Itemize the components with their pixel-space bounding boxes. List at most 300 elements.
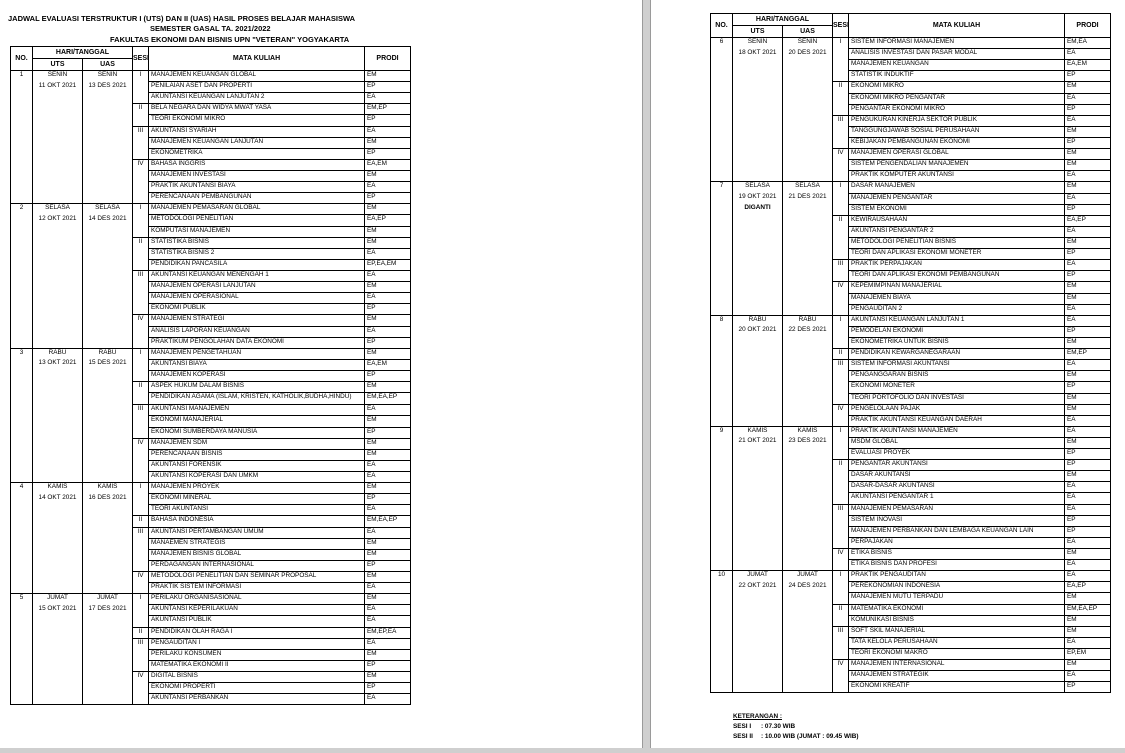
group-number <box>711 415 733 426</box>
group-number <box>711 215 733 226</box>
table-row <box>711 504 1111 515</box>
prodi-code: EA <box>1065 504 1111 515</box>
prodi-code: EP <box>1065 326 1111 337</box>
session-number: III <box>133 638 149 649</box>
table-row <box>11 293 411 304</box>
uts-date <box>733 537 783 548</box>
group-number <box>711 360 733 371</box>
col-mk-header: MATA KULIAH <box>849 14 1065 38</box>
group-number <box>711 660 733 671</box>
uas-date <box>83 416 133 427</box>
uas-date <box>783 137 833 148</box>
session-number <box>833 526 849 537</box>
group-number: 7 <box>711 182 733 193</box>
group-number <box>711 504 733 515</box>
table-row <box>711 104 1111 115</box>
uas-date <box>83 304 133 315</box>
course-name: KOMUNIKASI BISNIS <box>849 615 1065 626</box>
prodi-code: EA <box>1065 671 1111 682</box>
keterangan-label: SESI II <box>733 733 753 740</box>
table-row <box>711 349 1111 360</box>
uts-date <box>733 382 783 393</box>
uts-date <box>33 182 83 193</box>
course-name: PERENCANAAN PEMBANGUNAN <box>149 193 365 204</box>
table-row <box>711 582 1111 593</box>
uas-date <box>83 627 133 638</box>
uts-date: SELASA <box>33 204 83 215</box>
session-number <box>133 616 149 627</box>
col-prodi-header: PRODI <box>365 47 411 71</box>
uas-date: KAMIS <box>783 426 833 437</box>
session-number <box>833 382 849 393</box>
col-sesi-header: SESI <box>133 47 149 71</box>
prodi-code: EM <box>365 538 411 549</box>
session-number <box>133 82 149 93</box>
prodi-code: EA <box>1065 537 1111 548</box>
session-number: I <box>833 571 849 582</box>
uas-date: SENIN <box>83 71 133 82</box>
group-number <box>11 82 33 93</box>
table-row <box>711 560 1111 571</box>
session-number <box>833 671 849 682</box>
prodi-code: EM <box>365 483 411 494</box>
prodi-code: EA <box>365 126 411 137</box>
uts-date <box>33 638 83 649</box>
uas-date <box>83 549 133 560</box>
uas-date: 20 DES 2021 <box>783 49 833 60</box>
course-name: PERILAKU KONSUMEN <box>149 649 365 660</box>
prodi-code: EA <box>1065 93 1111 104</box>
course-name: PENGANTAR EKONOMI MIKRO <box>849 104 1065 115</box>
uas-date <box>83 270 133 281</box>
course-name: EKONOMI MANAJERIAL <box>149 416 365 427</box>
session-number <box>833 593 849 604</box>
uts-date: JUMAT <box>733 571 783 582</box>
prodi-code: EM <box>1065 160 1111 171</box>
course-name: AKUNTANSI KEUANGAN LANJUTAN 1 <box>849 315 1065 326</box>
prodi-code: EP <box>365 427 411 438</box>
session-number <box>833 393 849 404</box>
uas-date <box>83 226 133 237</box>
session-number <box>833 226 849 237</box>
uts-date <box>733 549 783 560</box>
table-row <box>11 416 411 427</box>
uts-date <box>733 471 783 482</box>
table-row <box>11 148 411 159</box>
group-number <box>711 149 733 160</box>
uts-date <box>33 416 83 427</box>
table-row <box>711 60 1111 71</box>
table-row <box>11 348 411 359</box>
course-name: PRAKTIK PERPAJAKAN <box>849 260 1065 271</box>
table-row <box>11 226 411 237</box>
uts-date: 14 OKT 2021 <box>33 494 83 505</box>
uts-date <box>733 493 783 504</box>
prodi-code: EA,EP <box>1065 582 1111 593</box>
uas-date <box>783 171 833 182</box>
table-row <box>711 215 1111 226</box>
group-number <box>11 337 33 348</box>
uts-date <box>33 405 83 416</box>
uts-date <box>733 515 783 526</box>
uts-date <box>33 671 83 682</box>
uts-date <box>733 271 783 282</box>
table-row <box>711 671 1111 682</box>
uas-date <box>83 538 133 549</box>
prodi-code: EP <box>365 82 411 93</box>
group-number <box>711 349 733 360</box>
table-row <box>711 515 1111 526</box>
uts-date <box>33 583 83 594</box>
table-row <box>11 516 411 527</box>
table-row <box>711 93 1111 104</box>
prodi-code: EM <box>365 594 411 605</box>
uas-date <box>783 82 833 93</box>
prodi-code: EP <box>365 660 411 671</box>
prodi-code: EM <box>1065 593 1111 604</box>
uas-date <box>83 248 133 259</box>
group-number <box>711 271 733 282</box>
uas-date <box>783 482 833 493</box>
course-name: MANAEMEN STRATEGIS <box>149 538 365 549</box>
session-number: I <box>133 204 149 215</box>
course-name: MANAJEMEN INVESTASI <box>149 170 365 181</box>
table-row <box>711 393 1111 404</box>
group-number <box>11 215 33 226</box>
session-number: I <box>133 594 149 605</box>
session-number <box>133 449 149 460</box>
uts-date <box>733 415 783 426</box>
group-number <box>711 393 733 404</box>
group-number <box>11 282 33 293</box>
table-row <box>11 104 411 115</box>
group-number <box>11 427 33 438</box>
group-number <box>711 482 733 493</box>
prodi-code: EA,EM <box>365 159 411 170</box>
uas-date <box>83 93 133 104</box>
table-row <box>711 171 1111 182</box>
uas-date <box>783 615 833 626</box>
table-row <box>711 415 1111 426</box>
group-number: 5 <box>11 594 33 605</box>
course-name: MANAJEMEN STRATEGIK <box>849 671 1065 682</box>
course-name: PRAKTIK AKUNTANSI MANAJEMEN <box>849 426 1065 437</box>
prodi-code: EM <box>1065 337 1111 348</box>
course-name: AKUNTANSI PERTAMBANGAN UMUM <box>149 527 365 538</box>
uas-date <box>83 683 133 694</box>
uas-date <box>783 337 833 348</box>
uas-date <box>83 405 133 416</box>
course-name: ETIKA BISNIS <box>849 549 1065 560</box>
table-row <box>11 505 411 516</box>
table-row <box>711 293 1111 304</box>
course-name: MANAJEMEN KEUANGAN <box>849 60 1065 71</box>
table-row <box>11 337 411 348</box>
table-row <box>711 237 1111 248</box>
uts-date <box>33 315 83 326</box>
uas-date <box>783 671 833 682</box>
uas-date <box>783 237 833 248</box>
session-number <box>833 204 849 215</box>
uas-date <box>83 137 133 148</box>
group-number <box>711 293 733 304</box>
session-number <box>133 583 149 594</box>
prodi-code: EM <box>365 71 411 82</box>
course-name: STATISTIK INDUKTIF <box>849 71 1065 82</box>
uas-date <box>83 583 133 594</box>
session-number <box>133 605 149 616</box>
group-number <box>11 293 33 304</box>
table-row <box>11 215 411 226</box>
uts-date <box>733 171 783 182</box>
uts-date <box>33 237 83 248</box>
prodi-code: EP <box>365 560 411 571</box>
session-number: IV <box>833 549 849 560</box>
prodi-code: EP <box>1065 249 1111 260</box>
group-number <box>711 304 733 315</box>
course-name: AKUNTANSI PENGANTAR 2 <box>849 226 1065 237</box>
table-row <box>711 371 1111 382</box>
session-number <box>833 293 849 304</box>
table-row <box>711 571 1111 582</box>
group-number <box>711 682 733 693</box>
uts-date <box>733 160 783 171</box>
session-number: II <box>833 215 849 226</box>
course-name: KEPEMIMPINAN MANAJERIAL <box>849 282 1065 293</box>
uas-date <box>83 616 133 627</box>
table-row <box>711 649 1111 660</box>
uas-date <box>83 460 133 471</box>
table-row <box>11 460 411 471</box>
table-row <box>11 660 411 671</box>
course-name: KEWIRAUSAHAAN <box>849 215 1065 226</box>
uas-date <box>83 104 133 115</box>
uts-date <box>33 293 83 304</box>
course-name: MANAJEMEN KOPERASI <box>149 370 365 381</box>
session-number <box>833 537 849 548</box>
group-number <box>711 237 733 248</box>
course-name: MANAJEMEN KEUANGAN GLOBAL <box>149 71 365 82</box>
session-number: IV <box>833 149 849 160</box>
uas-date <box>783 360 833 371</box>
session-number: I <box>833 38 849 49</box>
prodi-code: EA <box>1065 226 1111 237</box>
prodi-code: EM <box>365 449 411 460</box>
course-name: MANAJEMEN BISNIS GLOBAL <box>149 549 365 560</box>
prodi-code: EA,EM <box>1065 60 1111 71</box>
session-number <box>133 370 149 381</box>
uts-date <box>33 137 83 148</box>
uts-date <box>733 93 783 104</box>
uas-date <box>83 159 133 170</box>
prodi-code: EM <box>1065 471 1111 482</box>
uts-date: 12 OKT 2021 <box>33 215 83 226</box>
uts-date <box>33 148 83 159</box>
uts-date <box>33 438 83 449</box>
group-number <box>11 359 33 370</box>
doc-title-line1: JADWAL EVALUASI TERSTRUKTUR I (UTS) DAN II (UAS) HASIL PROSES BELAJAR MAHASISWA <box>8 14 356 23</box>
group-number <box>711 493 733 504</box>
course-name: EKONOMI MINERAL <box>149 494 365 505</box>
group-number <box>11 93 33 104</box>
course-name: BELA NEGARA DAN WIDYA MWAT YASA <box>149 104 365 115</box>
session-number: III <box>833 626 849 637</box>
session-number <box>833 160 849 171</box>
course-name: DIGITAL BISNIS <box>149 671 365 682</box>
prodi-code: EM <box>1065 626 1111 637</box>
table-row <box>11 115 411 126</box>
table-row <box>11 304 411 315</box>
course-name: PENGAUDITAN 2 <box>849 304 1065 315</box>
prodi-code: EA <box>365 583 411 594</box>
uas-date <box>83 170 133 181</box>
session-number <box>833 49 849 60</box>
table-row <box>11 472 411 483</box>
group-number <box>11 494 33 505</box>
prodi-code: EA <box>365 694 411 705</box>
uas-date <box>783 71 833 82</box>
course-name: PENGUKURAN KINERJA SEKTOR PUBLIK <box>849 115 1065 126</box>
col-hari-header: HARI/TANGGAL <box>33 47 133 59</box>
col-sesi-header: SESI <box>833 14 849 38</box>
group-number <box>11 472 33 483</box>
group-number <box>11 248 33 259</box>
group-number <box>11 159 33 170</box>
uts-date <box>733 126 783 137</box>
prodi-code: EM <box>1065 371 1111 382</box>
prodi-code: EA <box>1065 304 1111 315</box>
group-number <box>711 282 733 293</box>
uts-date <box>733 682 783 693</box>
group-number: 8 <box>711 315 733 326</box>
uts-date <box>733 504 783 515</box>
group-number <box>11 660 33 671</box>
course-name: PENGELOLAAN PAJAK <box>849 404 1065 415</box>
uts-date <box>733 82 783 93</box>
group-number: 6 <box>711 38 733 49</box>
group-number <box>11 226 33 237</box>
course-name: BAHASA INGGRIS <box>149 159 365 170</box>
table-row <box>11 182 411 193</box>
prodi-code: EP <box>365 494 411 505</box>
course-name: AKUNTANSI KEUANGAN LANJUTAN 2 <box>149 93 365 104</box>
table-row <box>711 315 1111 326</box>
uts-date <box>33 115 83 126</box>
table-row <box>11 248 411 259</box>
group-number <box>11 683 33 694</box>
table-row <box>11 605 411 616</box>
uas-date: 21 DES 2021 <box>783 193 833 204</box>
group-number: 2 <box>11 204 33 215</box>
uas-date <box>783 682 833 693</box>
prodi-code: EM <box>365 416 411 427</box>
course-name: DASAR AKUNTANSI <box>849 471 1065 482</box>
doc-title-line2: SEMESTER GASAL TA. 2021/2022 <box>150 24 271 33</box>
uts-date: DIGANTI <box>733 204 783 215</box>
session-number <box>133 649 149 660</box>
course-name: PERILAKU ORGANISASIONAL <box>149 594 365 605</box>
course-name: SISTEM PENGENDALIAN MANAJEMEN <box>849 160 1065 171</box>
group-number <box>711 204 733 215</box>
session-number <box>133 170 149 181</box>
group-number <box>11 393 33 405</box>
uas-date <box>83 660 133 671</box>
col-uts-header: UTS <box>733 26 783 38</box>
table-row <box>711 493 1111 504</box>
table-row <box>711 460 1111 471</box>
prodi-code: EM,EA <box>1065 38 1111 49</box>
uts-date <box>733 104 783 115</box>
session-number: I <box>833 315 849 326</box>
session-number <box>833 415 849 426</box>
table-row <box>11 583 411 594</box>
prodi-code: EM <box>365 649 411 660</box>
uts-date <box>33 126 83 137</box>
uas-date <box>83 527 133 538</box>
session-number <box>833 615 849 626</box>
course-name: STATISTIKA BISNIS <box>149 237 365 248</box>
uts-date: JUMAT <box>33 594 83 605</box>
group-number <box>11 193 33 204</box>
course-name: ASPEK HUKUM DALAM BISNIS <box>149 382 365 393</box>
prodi-code: EM <box>365 348 411 359</box>
table-row <box>11 527 411 538</box>
session-number <box>133 538 149 549</box>
course-name: AKUNTANSI PUBLIK <box>149 616 365 627</box>
group-number <box>11 627 33 638</box>
session-number <box>133 93 149 104</box>
group-number <box>11 315 33 326</box>
session-number <box>133 248 149 259</box>
table-row <box>711 304 1111 315</box>
prodi-code: EA <box>1065 571 1111 582</box>
prodi-code: EA,EM <box>365 359 411 370</box>
session-number <box>833 449 849 460</box>
course-name: MANAJEMEN OPERASI GLOBAL <box>849 149 1065 160</box>
uts-date <box>733 637 783 648</box>
session-number <box>133 304 149 315</box>
table-row <box>11 694 411 705</box>
group-number <box>11 638 33 649</box>
prodi-code: EM <box>365 204 411 215</box>
group-number <box>11 237 33 248</box>
session-number: I <box>133 71 149 82</box>
table-row <box>11 204 411 215</box>
prodi-code: EP,EM <box>1065 649 1111 660</box>
uas-date <box>83 370 133 381</box>
group-number <box>11 137 33 148</box>
uts-date <box>33 649 83 660</box>
course-name: EKONOMI MIKRO <box>849 82 1065 93</box>
session-number: IV <box>833 404 849 415</box>
uts-date <box>733 482 783 493</box>
group-number <box>11 182 33 193</box>
prodi-code: EM <box>365 282 411 293</box>
course-name: PENILAIAN ASET DAN PROPERTI <box>149 82 365 93</box>
table-row <box>11 594 411 605</box>
uts-date <box>33 382 83 393</box>
uas-date <box>783 160 833 171</box>
uas-date <box>783 549 833 560</box>
uts-date: 15 OKT 2021 <box>33 605 83 616</box>
uts-date: RABU <box>733 315 783 326</box>
uas-date <box>83 572 133 583</box>
course-name: EKONOMETRIKA <box>149 148 365 159</box>
session-number <box>133 226 149 237</box>
uts-date <box>33 226 83 237</box>
uas-date: 23 DES 2021 <box>783 437 833 448</box>
keterangan-value: : 10.00 WIB (JUMAT : 09.45 WIB) <box>761 733 859 740</box>
